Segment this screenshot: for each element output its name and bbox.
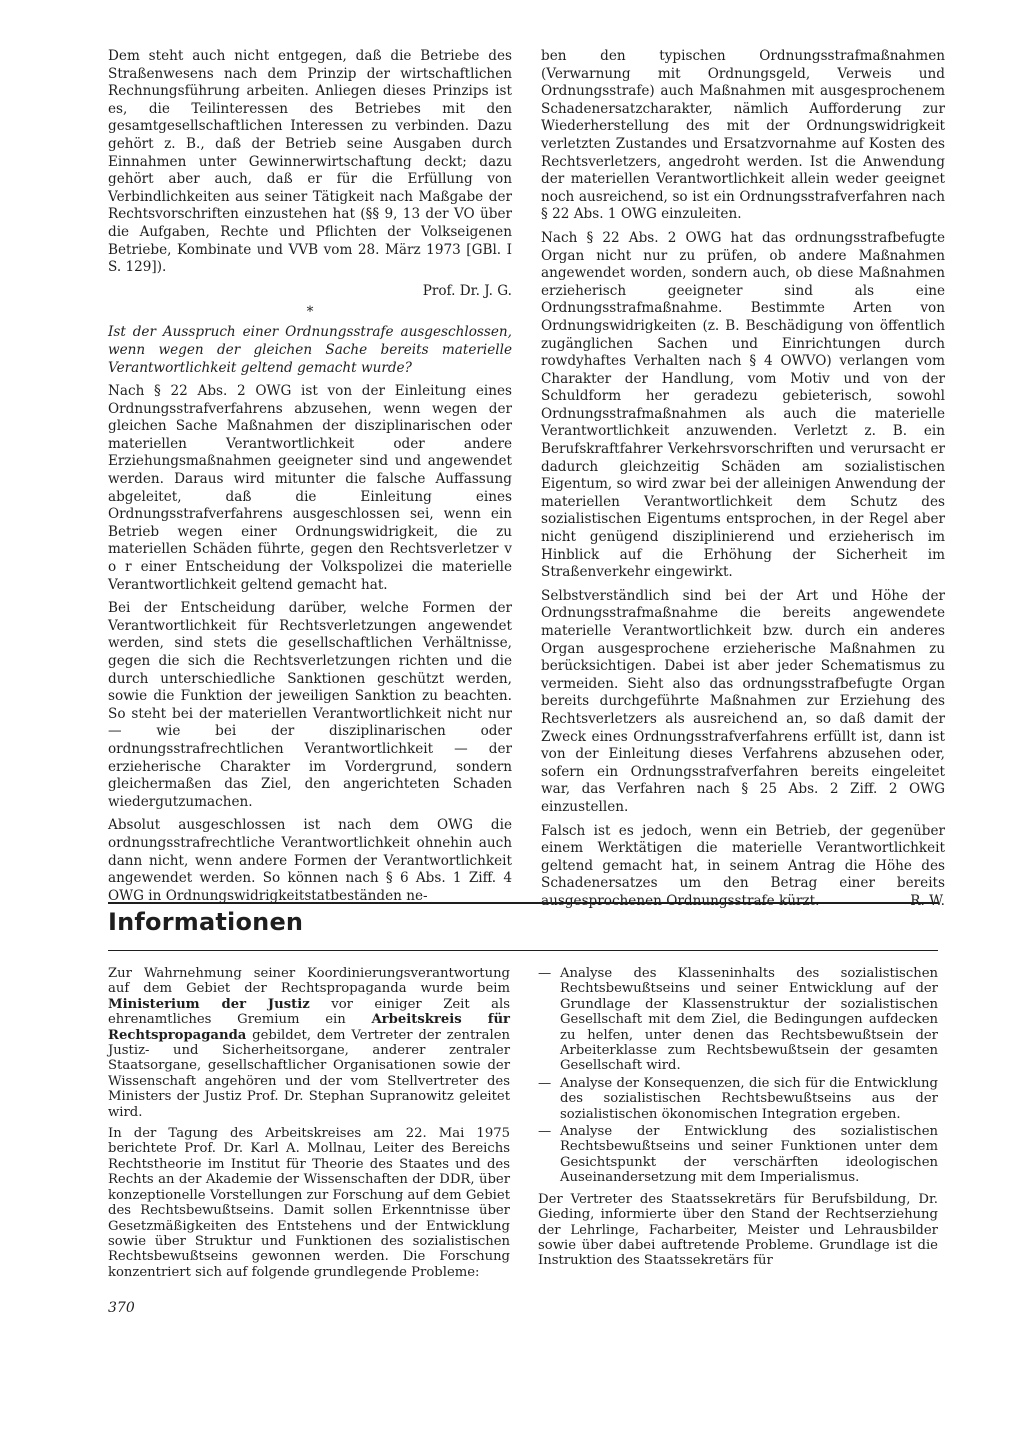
paragraph: Der Vertreter des Staatssekretärs für Berufsbildung, Dr. Gieding, informierte über den Stand der Rechtserziehung der Lehrlinge, Facharbeiter, Meister und Lehrausbilder sowie über dabei auftretende Probleme. Grundlage ist die Instruktion des Staatssekretärs für (538, 1191, 938, 1269)
author-signature: Prof. Dr. J. G. (422, 282, 512, 299)
paragraph: Nach § 22 Abs. 2 OWG hat das ordnungsstrafbefugte Organ nicht nur zu prüfen, ob andere Maßnahmen angewendet worden, sondern auch, ob diese Maßnahmen erzieherisch geeigneter sind als eine Ordnungsstrafmaßnahme. Bestimmte Arten von Ordnungswidrigkeiten (z. B. Beschädigung von öffentlich zugänglichen Sachen und Einrichtungen durch rowdyhaftes Verhalten nach § 4 OWVO) verlangen vom Charakter der Handlung, vom Motiv und von der Schuldform her geradezu gebieterisch, sowohl Ordnungsstrafmaßnahmen als auch die materielle Verantwortlichkeit anzuwenden. Verletzt z. B. ein Berufskraftfahrer Verkehrsvorschriften und verursacht er dadurch gleichzeitig Schäden am sozialistischen Eigentum, so wird zwar bei der alleinigen Anwendung der materiellen Verantwortlichkeit dem Schutz des sozialistischen Eigentums entsprochen, in der Regel aber nicht genügend disziplinierend und erzieherisch im Hinblick auf die Erhöhung der Sicherheit im Straßenverkehr eingewirkt. (541, 229, 945, 581)
list-item (538, 1076, 938, 1122)
section-rule (108, 902, 938, 904)
paragraph: Nach § 22 Abs. 2 OWG ist von der Einleitung eines Ordnungsstrafverfahrens abzusehen, wenn wegen der gleichen Sache Maßnahmen der disziplinarischen oder materiellen Verantwortlichkeit oder andere Erziehungsmaßnahmen geeigneter sind und angewendet werden. Daraus wird mitunter die falsche Auffassung abgeleitet, daß die Einleitung eines Ordnungsstrafverfahrens ausgeschlossen sei, wenn ein Betrieb wegen einer Ordnungswidrigkeit, die zu materiellen Schäden führte, gegen den Rechtsverletzer v o r einer Entscheidung der Volkspolizei die materielle Verantwortlichkeit geltend gemacht hat. (108, 383, 512, 593)
paragraph-text: Falsch ist es jedoch, wenn ein Betrieb, der gegenüber einem Werktätigen die materielle Verantwortlichkeit geltend gemacht hat, in seinem Antrag die Höhe des Schadenersatzes um den Betrag einer bereits ausgesprochenen Ordnungsstrafe kürzt. (541, 822, 945, 909)
section-heading: Informationen (108, 908, 304, 936)
list-item-text: Analyse des Klasseninhalts des sozialistischen Rechtsbewußtseins und seiner Entwicklung auf der Grundlage der Klassenstruktur der sozialistischen Gesellschaft mit dem Ziel, die Bedingungen aufdecken zu helfen, unter denen das Rechtsbewußtsein der Arbeiterklasse zum Rechtsbewußtsein der gesamten Gesellschaft wird. (560, 966, 938, 1074)
list-item (538, 966, 938, 1074)
dash-marker: — (538, 966, 552, 981)
page-number: 370 (108, 1300, 135, 1316)
text-run: vor einiger Zeit als ehrenamtliches Gremium ein (108, 996, 511, 1028)
paragraph: ben den typischen Ordnungsstrafmaßnahmen (Verwarnung mit Ordnungsgeld, Verweis und Ordnungsstrafe) auch Maßnahmen mit ausgesprochenem Schadenersatzcharakter, nämlich Aufforderung zur Wiederherstellung des mit der Ordnungswidrigkeit verletzten Zustandes und Ersatzvornahme auf Kosten des Rechtsverletzers, angedroht werden. Ist die Anwendung der materiellen Verantwortlichkeit allein weder geeignet noch ausreichend, so ist ein Ordnungsstrafverfahren nach § 22 Abs. 1 OWG einzuleiten. (541, 48, 945, 223)
left-column-top (108, 48, 512, 911)
dash-marker: — (538, 1124, 552, 1140)
dash-marker: — (538, 1075, 552, 1091)
list-item (538, 1124, 938, 1186)
heading-underline (108, 950, 938, 951)
right-column-bottom (538, 966, 938, 1275)
question-heading: Ist der Ausspruch einer Ordnungsstrafe ausgeschlossen, wenn wegen der gleichen Sache bereits materielle Verantwortlichkeit geltend gemacht wurde? (108, 324, 512, 376)
paragraph-with-signature (541, 823, 945, 911)
paragraph: In der Tagung des Arbeitskreises am 22. Mai 1975 berichtete Prof. Dr. Karl A. Mollnau, Leiter des Bereichs Rechtstheorie im Institut für Theorie des Staates und des Rechts an der Akademie der Wissenschaften der DDR, über konzeptionelle Vorstellungen zur Forschung auf dem Gebiet des Rechtsbewußtseins. Damit sollen Erkenntnisse über Gesetzmäßigkeiten des Entstehens und der Entwicklung sowie über Struktur und Funktionen des sozialistischen Rechtsbewußtseins gewonnen werden. Die Forschung konzentriert sich auf folgende grundlegende Probleme: (108, 1126, 510, 1280)
emphasis-ministry: Ministerium der Justiz (108, 996, 310, 1012)
right-column-top (541, 48, 945, 917)
left-column-bottom (108, 966, 510, 1286)
paragraph: Selbstverständlich sind bei der Art und Höhe der Ordnungsstrafmaßnahme die bereits angewendete materielle Verantwortlichkeit bzw. durch ein anderes Organ ausgesprochene erzieherische Maßnahmen zu berücksichtigen. Dabei ist aber jeder Schematismus zu vermeiden. Sieht also das ordnungsstrafbefugte Organ bereits durchgeführte Maßnahmen zur Erziehung des Rechtsverletzers als ausreichend an, so daß damit der Zweck eines Ordnungsstrafverfahrens erfüllt ist, dann ist von der Einleitung dieses Verfahrens abzusehen oder, sofern ein Ordnungsstrafverfahren bereits eingeleitet war, das Verfahren nach § 25 Abs. 2 Ziff. 2 OWG einzustellen. (541, 587, 945, 815)
section-separator: * (306, 304, 314, 321)
text-run: Zur Wahrnehmung seiner Koordinierungsverantwortung auf dem Gebiet der Rechtspropaganda wurde beim (108, 966, 510, 997)
problem-list (538, 966, 938, 1186)
paragraph: Absolut ausgeschlossen ist nach dem OWG die ordnungsstrafrechtliche Verantwortlichkeit ohnehin auch dann nicht, wenn andere Formen der Verantwortlichkeit angewendet werden. So können nach § 6 Abs. 1 Ziff. 4 OWG in Ordnungswidrigkeitstatbeständen ne- (108, 817, 512, 904)
list-item-text: Analyse der Entwicklung des sozialistischen Rechtsbewußtseins und seiner Funktionen unter dem Gesichtspunkt der verschärften ideologischen Auseinandersetzung mit dem Imperialismus. (560, 1124, 938, 1186)
text-run: gebildet, dem Vertreter der zentralen Justiz- und Sicherheitsorgane, anderer zentraler Staatsorgane, gesellschaftlicher Organisationen sowie der Wissenschaft angehören und der vom Stellvertreter des Ministers der Justiz Prof. Dr. Stephan Supranowitz geleitet wird. (108, 1027, 510, 1120)
author-signature: R. W. (910, 892, 945, 909)
paragraph (108, 966, 510, 1120)
paragraph: Dem steht auch nicht entgegen, daß die Betriebe des Straßenwesens nach dem Prinzip der wirtschaftlichen Rechnungsführung arbeiten. Anliegen dieses Prinzips ist es, die Teilinteressen des Betriebes mit den gesamtgesellschaftlichen Interessen zu verbinden. Dazu gehört z. B., daß der Betrieb seine Ausgaben durch Einnahmen unter Gewinnerwirtschaftung deckt; dazu gehört aber auch, daß er für die Erfüllung von Verbindlichkeiten aus seiner Tätigkeit nach Maßgabe der Rechtsvorschriften einzustehen hat (§§ 9, 13 der VO über die Aufgaben, Rechte und Pflichten der Volkseigenen Betriebe, Kombinate und VVB vom 28. März 1973 [GBl. I S. 129]). (108, 48, 512, 276)
list-item-text: Analyse der Konsequenzen, die sich für die Entwicklung des sozialistischen Rechtsbewußtseins aus der sozialistischen ökonomischen Integration ergeben. (560, 1075, 938, 1122)
emphasis-working-group: Arbeitskreis für Rechtspropaganda (108, 1012, 510, 1043)
paragraph: Bei der Entscheidung darüber, welche Formen der Verantwortlichkeit für Rechtsverletzungen angewendet werden, sind stets die gesellschaftlichen Verhältnisse, gegen die sich die Rechtsverletzungen richten und die durch unterschiedliche Sanktionen geschützt werden, sowie die Funktion der jeweiligen Sanktion zu beachten. So steht bei der materiellen Verantwortlichkeit nicht nur — wie bei der disziplinarischen oder ordnungsstrafrechtlichen Verantwortlichkeit — der erzieherische Charakter im Vordergrund, sondern gleichermaßen das Ziel, den angerichteten Schaden wiedergutzumachen. (108, 600, 512, 810)
